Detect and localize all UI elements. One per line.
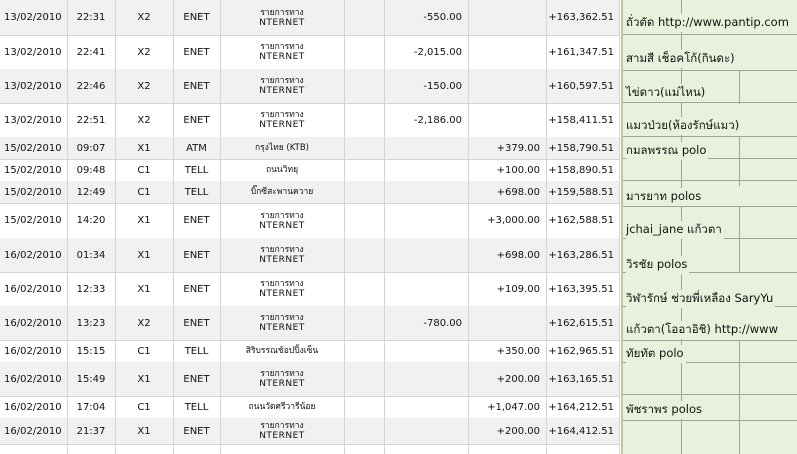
description-line: บิ๊กซีสะพานควาย [250,187,314,197]
sheet-entry[interactable]: สามสี เช็อคโก้(กินดะ) [626,50,737,68]
spacer-cell [344,362,384,396]
description-line-2: NTERNET [259,52,305,62]
channel-cell: X2 [137,12,151,23]
deposit-cell: +109.00 [496,283,540,295]
balance-cell: +163,395.51 [548,283,614,295]
description-cell [220,35,344,69]
spacer-cell [344,181,384,203]
description-cell [220,396,344,418]
balance-cell: +160,597.51 [548,80,614,92]
description-line-2: NTERNET [259,17,305,28]
sheet-gridline [623,102,797,103]
time-cell: 17:04 [76,401,106,413]
balance-cell: +162,588.51 [548,215,614,226]
type-cell: ENET [183,317,210,329]
deposit-cell [468,103,546,137]
sheet-gridline [739,136,740,186]
spacer-cell [344,35,384,69]
time-cell: 12:49 [76,186,106,198]
spacer-cell [344,340,384,362]
date-cell: 16/02/2010 [4,317,62,329]
table-row [0,69,620,104]
notes-spreadsheet [621,0,797,454]
withdrawal-cell [384,181,468,203]
channel-cell: C1 [137,164,151,176]
time-cell: 13:23 [76,317,106,329]
description-cell [220,0,344,35]
description-line: รายการทาง [260,421,304,431]
type-cell: ENET [183,215,210,226]
balance-cell: +163,362.51 [548,12,614,23]
balance-cell: +164,412.51 [548,425,614,437]
column-divider [344,0,345,454]
date-cell: 16/02/2010 [4,401,62,413]
date-cell: 13/02/2010 [4,80,62,92]
description-line: รายการทาง [260,76,304,86]
time-cell: 15:49 [76,373,106,385]
sheet-gridline [623,394,797,395]
time-cell: 12:33 [76,283,106,295]
spacer-cell [344,272,384,306]
sheet-entry[interactable]: ถั่วตัด http://www.pantip.com [626,14,791,32]
withdrawal-cell [384,362,468,396]
description-cell [220,362,344,396]
sheet-entry[interactable]: ทัยทัต polo [626,345,686,363]
description-line-2: NTERNET [259,255,305,265]
date-cell: 16/02/2010 [4,283,62,295]
channel-cell: X1 [137,249,151,261]
time-cell: 01:34 [76,249,106,261]
spacer-cell [344,203,384,238]
time-cell: 22:51 [76,114,106,126]
channel-cell: X2 [137,317,151,329]
spacer-cell [344,306,384,340]
date-cell: 15/02/2010 [4,142,62,154]
sheet-entry[interactable]: วิรชัย polos [626,256,689,274]
type-cell: ENET [183,283,210,295]
balance-cell: +163,286.51 [548,249,614,261]
balance-cell: +158,790.51 [548,142,614,154]
deposit-cell: +200.00 [496,425,540,437]
column-divider [67,0,68,454]
description-line: สิริบรรณช้อปปิ้งเซ็น [245,346,319,356]
withdrawal-cell [384,272,468,306]
description-cell [220,181,344,203]
type-cell: ENET [183,114,210,126]
table-row [0,203,620,239]
description-cell [220,418,344,444]
sheet-entry[interactable]: มารยาท polos [626,188,703,206]
deposit-cell [468,0,546,35]
type-cell: ATM [186,142,207,154]
table-row [0,0,620,36]
column-divider [220,0,221,454]
description-line: รายการทาง [260,110,304,120]
date-cell: 16/02/2010 [4,425,62,437]
sheet-gridline [739,340,740,454]
withdrawal-cell [384,340,468,362]
channel-cell: X1 [137,142,151,154]
withdrawal-cell [384,238,468,272]
deposit-cell: +350.00 [496,345,540,357]
description-cell [220,306,344,340]
sheet-gridline [623,136,797,137]
deposit-cell [468,69,546,103]
type-cell: ENET [183,249,210,261]
table-row [0,340,620,363]
channel-cell: X2 [137,114,151,126]
withdrawal-cell [384,396,468,418]
type-cell: ENET [183,373,210,385]
balance-cell: +162,615.51 [548,317,614,329]
description-cell [220,137,344,159]
description-cell [220,69,344,103]
sheet-gridline [623,70,797,71]
column-divider [546,0,547,454]
type-cell: ENET [183,80,210,92]
type-cell: TELL [184,164,209,176]
type-cell: ENET [183,46,210,58]
type-cell: TELL [184,345,209,357]
withdrawal-cell: -2,186.00 [413,114,462,126]
spacer-cell [344,238,384,272]
sheet-gridline [623,206,797,207]
sheet-entry[interactable]: ไข่ดาว(แม่ไหน) [626,84,707,102]
balance-cell: +158,890.51 [548,164,614,176]
spacer-cell [344,103,384,137]
spacer-cell [344,69,384,103]
description-line-2: NTERNET [259,431,305,441]
sheet-gridline [623,340,797,341]
date-cell: 13/02/2010 [4,12,62,23]
description-line: กรุงไทย (KTB) [255,143,309,153]
description-cell [220,238,344,272]
sheet-entry[interactable]: jchai_jane แก้วตา [626,221,724,239]
description-line: รายการทาง [260,369,304,379]
deposit-cell: +100.00 [496,164,540,176]
description-cell [220,203,344,238]
table-row [0,181,620,204]
description-cell [220,159,344,181]
withdrawal-cell [384,418,468,444]
time-cell: 15:15 [76,345,106,357]
description-line: รายการทาง [260,279,304,289]
date-cell: 16/02/2010 [4,373,62,385]
withdrawal-cell: -550.00 [423,12,462,23]
withdrawal-cell: -150.00 [423,80,462,92]
spacer-cell [344,418,384,444]
deposit-cell [468,35,546,69]
withdrawal-cell [384,137,468,159]
description-line-2: NTERNET [259,120,305,130]
time-cell: 22:41 [76,46,106,58]
sheet-gridline [739,70,740,104]
description-line-2: NTERNET [259,379,305,389]
withdrawal-cell [384,203,468,238]
channel-cell: X2 [137,46,151,58]
balance-cell: +163,165.51 [548,373,614,385]
channel-cell: X1 [137,425,151,437]
type-cell: TELL [184,401,209,413]
description-line-2: NTERNET [259,289,305,299]
spacer-cell [344,159,384,181]
channel-cell: X1 [137,215,151,226]
sheet-gridline [623,420,797,421]
type-cell: ENET [183,12,210,23]
column-divider [173,0,174,454]
time-cell: 22:46 [76,80,106,92]
time-cell: 22:31 [76,12,106,23]
date-cell: 16/02/2010 [4,249,62,261]
table-row [0,103,620,138]
withdrawal-cell: -2,015.00 [413,46,462,58]
deposit-cell: +379.00 [496,142,540,154]
sheet-entry[interactable]: วิฬารักษ์ ช่วยพี่เหลือง SaryYu [626,290,775,308]
sheet-gridline [623,34,797,35]
sheet-entry[interactable]: แก้วตา(โออาอิชิ) http://www [626,321,780,339]
table-row [0,159,620,182]
description-line: รายการทาง [260,210,304,221]
table-row [0,418,620,445]
table-row [0,35,620,70]
table-row [0,272,620,307]
column-divider [384,0,385,454]
time-cell: 14:20 [76,215,106,226]
balance-cell: +161,347.51 [548,46,614,58]
spacer-cell [344,0,384,35]
balance-cell: +162,965.51 [548,345,614,357]
withdrawal-cell [384,159,468,181]
deposit-cell: +3,000.00 [487,215,540,226]
sheet-gridline [739,206,740,272]
date-cell: 16/02/2010 [4,345,62,357]
type-cell: TELL [184,186,209,198]
table-row [0,396,620,419]
time-cell: 09:07 [76,142,106,154]
column-divider [115,0,116,454]
sheet-entry[interactable]: พัชราพร polos [626,401,704,419]
withdrawal-cell: -780.00 [423,317,462,329]
table-row [0,238,620,273]
description-line: ถนนวิทยุ [265,165,299,175]
date-cell: 13/02/2010 [4,114,62,126]
channel-cell: C1 [137,401,151,413]
sheet-entry[interactable]: แมวป่วย(ห้องรักษ์แมว) [626,117,741,135]
date-cell: 13/02/2010 [4,46,62,58]
description-line-2: NTERNET [259,323,305,333]
balance-cell: +158,411.51 [548,114,614,126]
channel-cell: C1 [137,345,151,357]
channel-cell: C1 [137,186,151,198]
deposit-cell: +698.00 [496,186,540,198]
description-line: ถนนวัดศรีวารีน้อย [248,402,316,412]
sheet-gridline [623,180,797,181]
table-row [0,306,620,341]
description-cell [220,272,344,306]
channel-cell: X1 [137,373,151,385]
column-divider [619,0,620,454]
balance-cell: +159,588.51 [548,186,614,198]
deposit-cell: +1,047.00 [487,401,540,413]
deposit-cell: +698.00 [496,249,540,261]
description-cell [220,340,344,362]
balance-cell: +164,212.51 [548,401,614,413]
channel-cell: X1 [137,283,151,295]
time-cell: 21:37 [76,425,106,437]
spacer-cell [344,396,384,418]
sheet-entry[interactable]: กมลพรรณ polo [626,142,708,160]
description-line: รายการทาง [260,7,304,18]
type-cell: ENET [183,425,210,437]
description-line-2: NTERNET [259,86,305,96]
column-divider [468,0,469,454]
description-line: รายการทาง [260,313,304,323]
deposit-cell [468,306,546,340]
description-cell [220,103,344,137]
table-row [0,362,620,397]
channel-cell: X2 [137,80,151,92]
description-line: รายการทาง [260,245,304,255]
table-row [0,137,620,160]
time-cell: 09:48 [76,164,106,176]
description-line-2: NTERNET [259,220,305,231]
date-cell: 15/02/2010 [4,215,62,226]
spacer-cell [344,137,384,159]
date-cell: 15/02/2010 [4,164,62,176]
description-line: รายการทาง [260,42,304,52]
deposit-cell: +200.00 [496,373,540,385]
date-cell: 15/02/2010 [4,186,62,198]
